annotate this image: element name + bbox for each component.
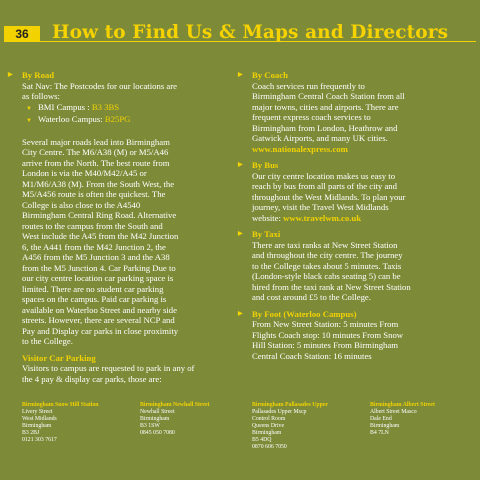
right-column	[238, 70, 462, 367]
visitor-parking-section: Visitor Car Parking Visitors to campus are requested to park in any of the 4 pay & display car parks, those are:	[22, 353, 234, 385]
by-road-body: Several major roads lead into Birmingham City Centre. The M6/A38 (M) or M5/A46 arrive from the North. The best route from London is via the M40/M42/A45 or M1/M6/A38 (M). From the South West, the M5/A456 route is often the quickest. The College is also close to the A4540 Birmingham Central Ring Road. Alternative routes to the campus from the South and West include the A45 from the M42 Junction 6, the A441 from the M42 Junction 2, the A456 from the M5 Junction 3 and the A38 from the M5 Junction 4. Car Parking Due to our city centre location car parking space is limited. There are no student car parking spaces on the campus. Paid car parking is available on Waterloo Street and nearby side streets. However, there are several NCP and Pay and Display car parks in close proximity to the College.	[22, 136, 179, 346]
car-park-newhall-street: Birmingham Newhall Street Newhall Street Birmingham B3 1SW 0845 050 7080	[140, 402, 210, 436]
national-express-link[interactable]: www.nationalexpress.com	[252, 143, 348, 154]
triangle-right-icon: ▶	[8, 72, 13, 78]
triangle-right-icon: ▶	[238, 231, 243, 237]
left-column	[8, 70, 234, 390]
page-number: 36	[4, 26, 40, 42]
triangle-down-icon: ▼	[26, 118, 32, 124]
triangle-right-icon: ▶	[238, 310, 243, 317]
car-park-snow-hill: Birmingham Snow Hill Station Livery Street West Midlands Birmingham B3 2BJ 0121 303 7617	[22, 402, 99, 443]
visitor-parking-heading: Visitor Car Parking	[22, 352, 96, 363]
campus-postcode-waterloo: ▼ Waterloo Campus: B25PG	[22, 114, 234, 127]
by-coach-section: ▶ By Coach Coach services run frequently to Birmingham Central Coach Station from all major towns, cities and airports. There are frequent express coach services to Birmingham from London, Heathrow and Gatwick Airports, and many UK cities. www.nationalexpress.com	[252, 70, 462, 154]
by-bus-heading: ▶ By Bus	[238, 160, 279, 170]
by-taxi-section: ▶ By Taxi There are taxi ranks at New Street Station and throughout the city centre. The journey to the College takes about 5 minutes. Taxis (London-style black cabs seating 5) can be hired from the taxi rank at New Street Station and cost around £5 to the College.	[252, 229, 462, 303]
page-title: How to Find Us & Maps and Directors	[52, 22, 449, 43]
by-road-intro: Sat Nav: The Postcodes for our locations are	[22, 80, 177, 91]
triangle-right-icon: ▶	[238, 162, 243, 168]
by-foot-heading: ▶ By Foot (Waterloo Campus)	[238, 308, 357, 319]
by-road-heading: ▶ By Road	[8, 70, 55, 80]
car-park-albert-street: Birmingham Albert Street Albert Street Masco Dale End Birmingham B4 7LN	[370, 402, 435, 436]
triangle-right-icon: ▶	[238, 72, 243, 78]
campus-postcode-bmi: ▼ BMI Campus : B3 3BS	[22, 102, 234, 115]
travelwm-link[interactable]: www.travelwm.co.uk	[283, 212, 362, 223]
by-road-intro-2: as follows:	[22, 91, 60, 101]
by-taxi-heading: ▶ By Taxi	[238, 229, 281, 239]
by-bus-section: ▶ By Bus Our city centre location makes us easy to reach by bus from all parts of the city and throughout the West Midlands. To plan your journey, visit the Travel West Midlands website: www.travelwm.co.uk	[252, 160, 462, 223]
by-coach-heading: ▶ By Coach	[238, 70, 288, 80]
car-park-pallasades-upper: Birmingham Pallasades Upper Pallasades Upper Mscp Control Room Queens Drive Birmingham B5 4DQ 0870 606 7050	[252, 402, 329, 450]
triangle-down-icon: ▼	[26, 105, 32, 112]
by-road-section	[8, 70, 234, 347]
by-foot-section: ▶ By Foot (Waterloo Campus) From New Street Station: 5 minutes From Flights Coach stop: 10 minutes From Snow Hill Station: 5 minutes From Birmingham Central Coach Station: 16 minutes	[252, 309, 462, 362]
